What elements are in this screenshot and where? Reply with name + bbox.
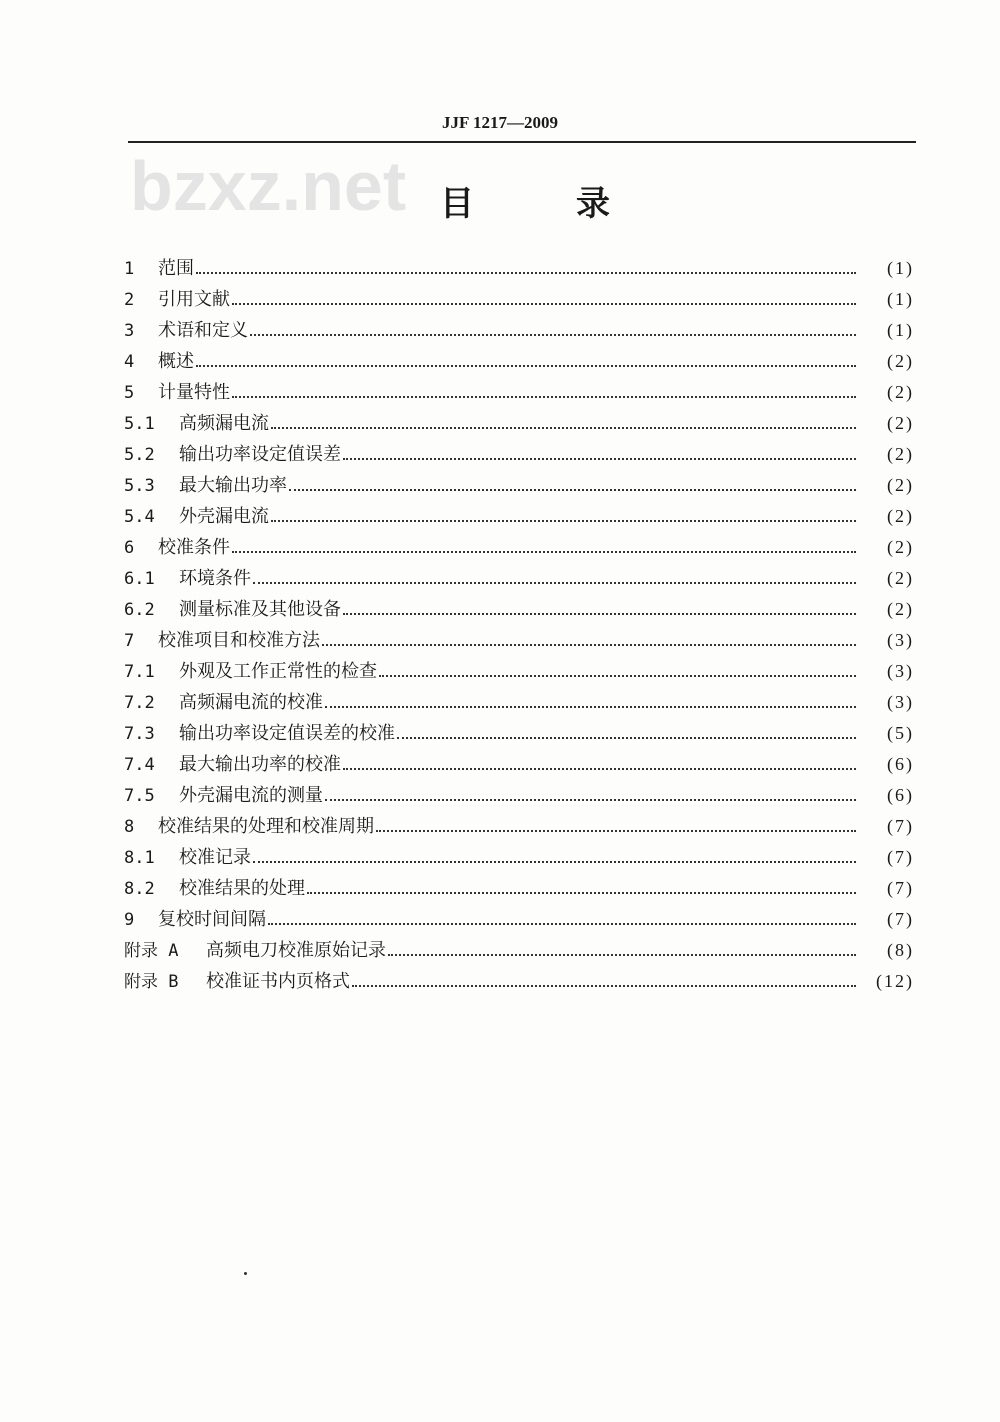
toc-entry[interactable] bbox=[124, 315, 914, 346]
toc-title: 高频漏电流的校准 bbox=[179, 692, 323, 713]
toc-title: 高频漏电流 bbox=[179, 413, 269, 434]
dot-leader bbox=[250, 334, 856, 336]
dot-leader bbox=[232, 303, 856, 305]
toc-number: 5.3 bbox=[124, 476, 155, 496]
dot-leader bbox=[196, 272, 856, 274]
toc-page-number: (2) bbox=[887, 506, 914, 526]
scan-speck bbox=[244, 1272, 247, 1275]
dot-leader bbox=[253, 582, 856, 584]
toc-number: 5.4 bbox=[124, 507, 155, 527]
toc-title: 高频电刀校准原始记录 bbox=[206, 940, 386, 961]
toc-entry[interactable] bbox=[124, 470, 914, 501]
toc-entry[interactable] bbox=[124, 718, 914, 749]
toc-page-number: (2) bbox=[887, 599, 914, 619]
toc-page-number: (12) bbox=[876, 971, 914, 991]
toc-entry[interactable] bbox=[124, 563, 914, 594]
toc-title: 外壳漏电流的测量 bbox=[179, 785, 323, 806]
toc-number: 5 bbox=[124, 383, 135, 403]
document-code-header: JJF 1217—2009 bbox=[441, 113, 558, 132]
toc-title: 校准项目和校准方法 bbox=[158, 630, 320, 651]
toc-number: 7.5 bbox=[124, 786, 155, 806]
toc-page-number: (5) bbox=[887, 723, 914, 743]
title-char: 目 bbox=[440, 184, 474, 224]
watermark-logo: bzxz.net bbox=[130, 147, 407, 225]
toc-title: 校准证书内页格式 bbox=[206, 971, 350, 992]
toc-page-number: (7) bbox=[887, 816, 914, 836]
toc-page-number: (1) bbox=[887, 320, 914, 340]
toc-entry[interactable] bbox=[124, 904, 914, 935]
toc-number: 5.1 bbox=[124, 414, 155, 434]
toc-entry[interactable] bbox=[124, 966, 914, 997]
toc-title: 校准结果的处理和校准周期 bbox=[158, 816, 374, 837]
toc-entry[interactable] bbox=[124, 842, 914, 873]
toc-number: 5.2 bbox=[124, 445, 155, 465]
dot-leader bbox=[322, 644, 856, 646]
toc-entry[interactable] bbox=[124, 935, 914, 966]
dot-leader bbox=[271, 520, 856, 522]
toc-page-number: (6) bbox=[887, 785, 914, 805]
toc-title: 计量特性 bbox=[158, 382, 230, 403]
dot-leader bbox=[325, 799, 856, 801]
toc-title: 环境条件 bbox=[179, 568, 251, 589]
toc-title: 范围 bbox=[158, 258, 194, 279]
toc-entry[interactable] bbox=[124, 594, 914, 625]
toc-number: 7 bbox=[124, 631, 135, 651]
toc-title: 术语和定义 bbox=[158, 320, 248, 341]
toc-entry[interactable] bbox=[124, 780, 914, 811]
toc-number: 8.1 bbox=[124, 848, 155, 868]
toc-page-number: (2) bbox=[887, 475, 914, 495]
toc-number: 2 bbox=[124, 290, 135, 310]
toc-entry[interactable] bbox=[124, 811, 914, 842]
toc-entry[interactable] bbox=[124, 687, 914, 718]
dot-leader bbox=[379, 675, 856, 677]
toc-entry[interactable] bbox=[124, 346, 914, 377]
dot-leader bbox=[271, 427, 856, 429]
dot-leader bbox=[397, 737, 856, 739]
toc-entry[interactable] bbox=[124, 377, 914, 408]
toc-title: 最大输出功率的校准 bbox=[179, 754, 341, 775]
toc-page-number: (3) bbox=[887, 661, 914, 681]
toc-title: 校准记录 bbox=[179, 847, 251, 868]
toc-entry[interactable] bbox=[124, 408, 914, 439]
toc-number: 8 bbox=[124, 817, 135, 837]
toc-entry[interactable] bbox=[124, 656, 914, 687]
toc-page-number: (1) bbox=[887, 258, 914, 278]
toc-number: 8.2 bbox=[124, 879, 155, 899]
toc-number: 7.1 bbox=[124, 662, 155, 682]
dot-leader bbox=[268, 923, 856, 925]
toc-number: 7.4 bbox=[124, 755, 155, 775]
toc-title: 输出功率设定值误差的校准 bbox=[179, 723, 395, 744]
toc-number: 6.2 bbox=[124, 600, 155, 620]
dot-leader bbox=[325, 706, 856, 708]
toc-number: 7.2 bbox=[124, 693, 155, 713]
dot-leader bbox=[196, 365, 856, 367]
toc-title: 复校时间间隔 bbox=[158, 909, 266, 930]
dot-leader bbox=[232, 396, 856, 398]
toc-number: 附录 B bbox=[124, 972, 179, 992]
dot-leader bbox=[343, 613, 856, 615]
dot-leader bbox=[232, 551, 856, 553]
dot-leader bbox=[388, 954, 856, 956]
toc-number: 9 bbox=[124, 910, 135, 930]
dot-leader bbox=[352, 985, 856, 987]
title-char: 录 bbox=[576, 184, 610, 224]
toc-page-number: (3) bbox=[887, 692, 914, 712]
toc-entry[interactable] bbox=[124, 532, 914, 563]
toc-title: 外观及工作正常性的检查 bbox=[179, 661, 377, 682]
header-rule bbox=[128, 141, 916, 143]
toc-entry[interactable] bbox=[124, 284, 914, 315]
toc-title: 测量标准及其他设备 bbox=[179, 599, 341, 620]
toc-entry[interactable] bbox=[124, 439, 914, 470]
toc-page-number: (8) bbox=[887, 940, 914, 960]
toc-title: 外壳漏电流 bbox=[179, 506, 269, 527]
toc-title: 引用文献 bbox=[158, 289, 230, 310]
dot-leader bbox=[376, 830, 856, 832]
toc-entry[interactable] bbox=[124, 501, 914, 532]
toc-page-number: (2) bbox=[887, 444, 914, 464]
toc-page-number: (7) bbox=[887, 909, 914, 929]
toc-title: 校准结果的处理 bbox=[179, 878, 305, 899]
toc-entry[interactable] bbox=[124, 873, 914, 904]
toc-number: 6 bbox=[124, 538, 135, 558]
toc-number: 附录 A bbox=[124, 941, 179, 961]
toc-page-number: (2) bbox=[887, 413, 914, 433]
toc-entry[interactable] bbox=[124, 253, 914, 284]
toc-page-number: (2) bbox=[887, 537, 914, 557]
dot-leader bbox=[307, 892, 856, 894]
toc-page-number: (2) bbox=[887, 382, 914, 402]
toc-number: 1 bbox=[124, 259, 135, 279]
toc-title: 概述 bbox=[158, 351, 194, 372]
toc-page-number: (2) bbox=[887, 568, 914, 588]
toc-page-number: (2) bbox=[887, 351, 914, 371]
toc-page-number: (7) bbox=[887, 847, 914, 867]
page-title bbox=[440, 182, 610, 226]
toc-number: 6.1 bbox=[124, 569, 155, 589]
table-of-contents bbox=[124, 253, 914, 997]
toc-number: 7.3 bbox=[124, 724, 155, 744]
toc-number: 4 bbox=[124, 352, 135, 372]
toc-page-number: (1) bbox=[887, 289, 914, 309]
toc-entry[interactable] bbox=[124, 625, 914, 656]
toc-title: 校准条件 bbox=[158, 537, 230, 558]
toc-page-number: (6) bbox=[887, 754, 914, 774]
dot-leader bbox=[289, 489, 856, 491]
dot-leader bbox=[253, 861, 856, 863]
toc-title: 最大输出功率 bbox=[179, 475, 287, 496]
dot-leader bbox=[343, 768, 856, 770]
toc-number: 3 bbox=[124, 321, 135, 341]
dot-leader bbox=[343, 458, 856, 460]
toc-page-number: (3) bbox=[887, 630, 914, 650]
toc-entry[interactable] bbox=[124, 749, 914, 780]
toc-title: 输出功率设定值误差 bbox=[179, 444, 341, 465]
toc-page-number: (7) bbox=[887, 878, 914, 898]
